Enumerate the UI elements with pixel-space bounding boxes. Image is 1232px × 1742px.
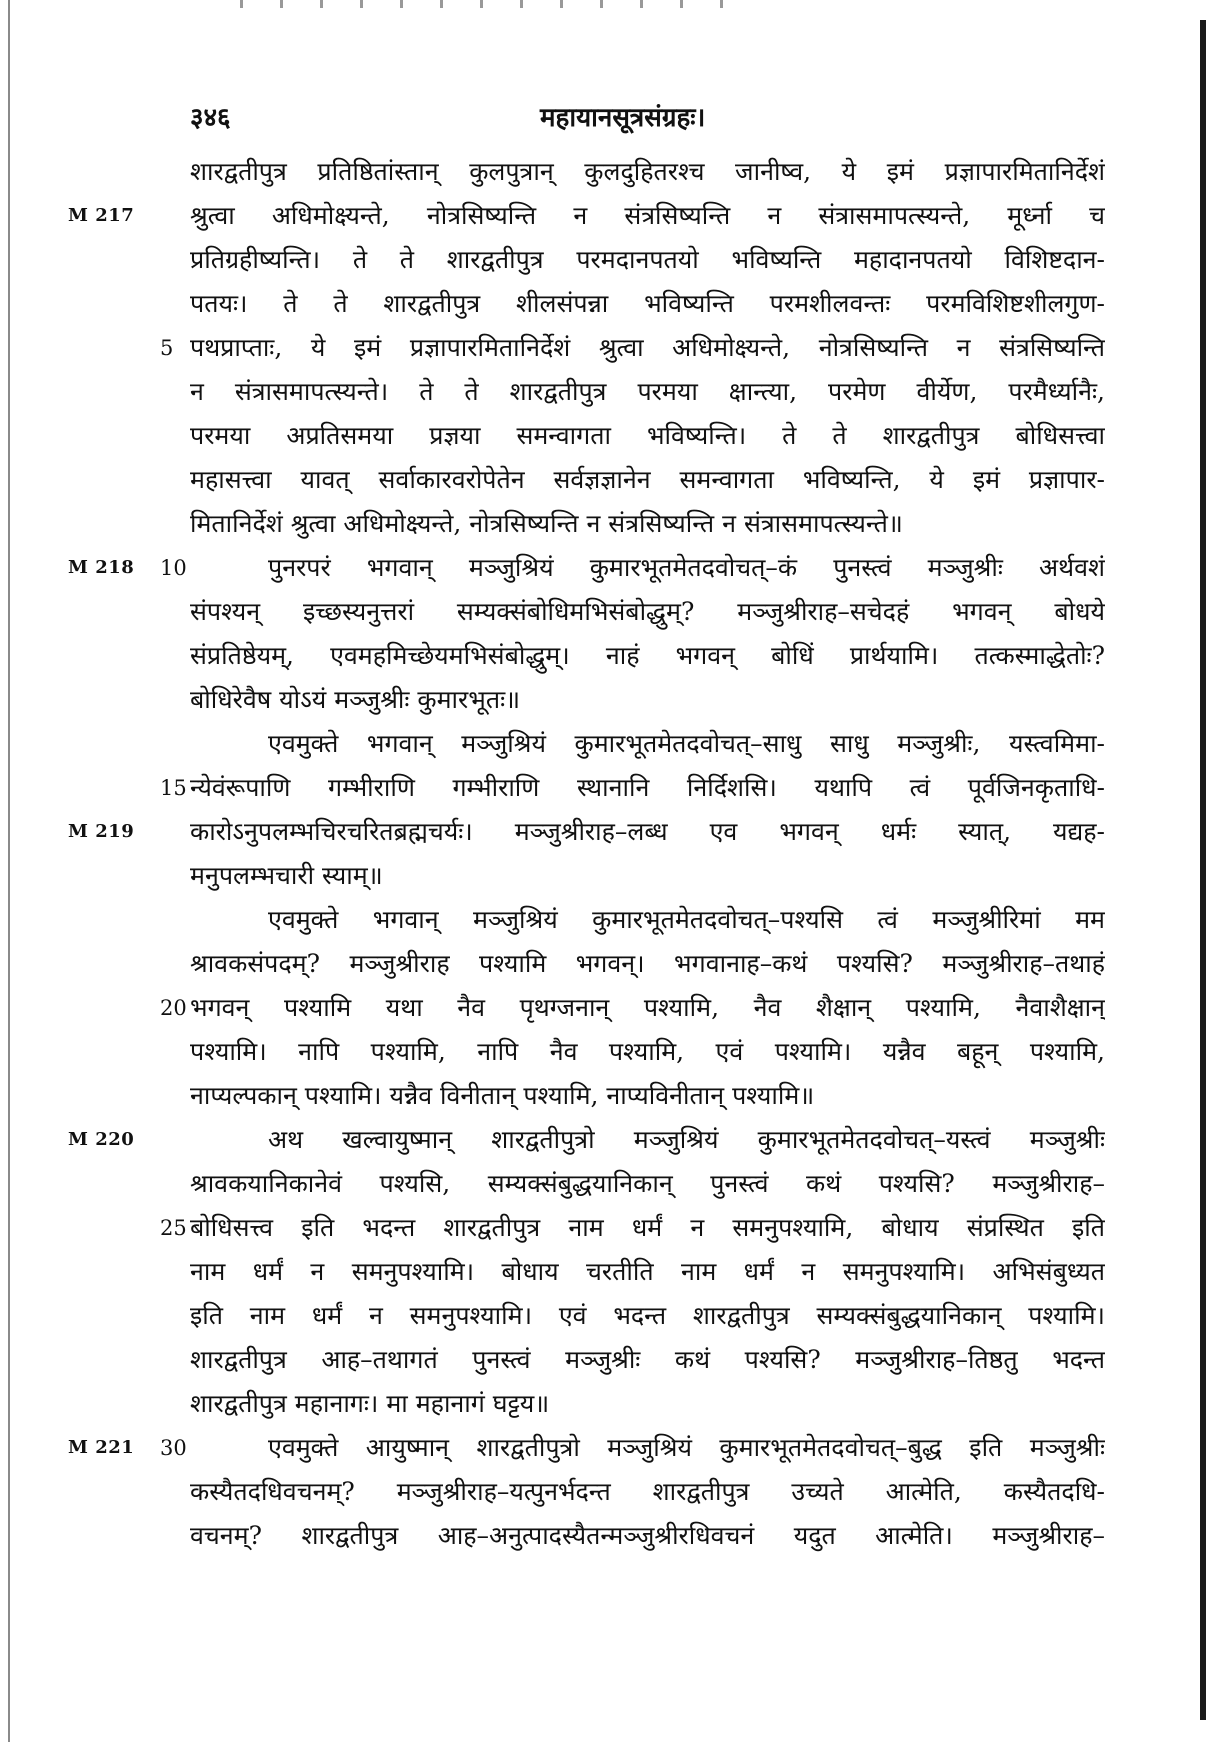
line-number-5: 5: [160, 336, 174, 360]
running-title: महायानसूत्रसंग्रहः।: [540, 103, 706, 133]
line-number-10: 10: [160, 556, 187, 580]
text-line: कारोऽनुपलम्भचिरचरितब्रह्मचर्यः। मञ्जुश्रीराह–लब्ध एव भगवन् धर्मः स्यात्, यद्यह-: [190, 817, 1105, 846]
text-line: प्रतिग्रहीष्यन्ति। ते ते शारद्वतीपुत्र परमदानपतयो भविष्यन्ति महादानपतयो विशिष्टदान-: [190, 245, 1105, 274]
text-line: न संत्रासमापत्स्यन्ते। ते ते शारद्वतीपुत्र परमया क्षान्त्या, परमेण वीर्येण, परमैर्ध्यानैः,: [190, 377, 1105, 406]
scan-right-edge: [1200, 20, 1206, 1720]
text-line: श्रुत्वा अधिमोक्ष्यन्ते, नोत्रसिष्यन्ति न संत्रसिष्यन्ति न संत्रासमापत्स्यन्ते, मूर्ध्ना च: [190, 201, 1105, 230]
text-line: मनुपलम्भचारी स्याम्॥: [190, 861, 383, 890]
line-number-30: 30: [160, 1436, 187, 1460]
margin-ref-m221: M 221: [68, 1437, 135, 1458]
text-line: पतयः। ते ते शारद्वतीपुत्र शीलसंपन्ना भविष्यन्ति परमशीलवन्तः परमविशिष्टशीलगुण-: [190, 289, 1105, 318]
line-number-25: 25: [160, 1216, 187, 1240]
text-line: भगवन् पश्यामि यथा नैव पृथग्जनान् पश्यामि, नैव शैक्षान् पश्यामि, नैवाशैक्षान्: [190, 993, 1105, 1022]
text-line: एवमुक्ते आयुष्मान् शारद्वतीपुत्रो मञ्जुश्रियं कुमारभूतमेतदवोचत्–बुद्ध इति मञ्जुश्रीः: [268, 1433, 1105, 1462]
text-line: शारद्वतीपुत्र आह–तथागतं पुनस्त्वं मञ्जुश्रीः कथं पश्यसि? मञ्जुश्रीराह–तिष्ठतु भदन्त: [190, 1345, 1105, 1374]
text-line: संप्रतिष्ठेयम्, एवमहमिच्छेयमभिसंबोद्धुम्। नाहं भगवन् बोधिं प्रार्थयामि। तत्कस्माद्धेतोः?: [190, 641, 1105, 670]
text-line: मितानिर्देशं श्रुत्वा अधिमोक्ष्यन्ते, नोत्रसिष्यन्ति न संत्रसिष्यन्ति न संत्रासमापत्स्यन्ते॥: [190, 509, 903, 538]
text-line: इति नाम धर्मं न समनुपश्यामि। एवं भदन्त शारद्वतीपुत्र सम्यक्संबुद्धयानिकान् पश्यामि।: [190, 1301, 1105, 1330]
text-line: शारद्वतीपुत्र प्रतिष्ठितांस्तान् कुलपुत्रान् कुलदुहितरश्च जानीष्व, ये इमं प्रज्ञापारमितानिर्देशं: [190, 157, 1105, 186]
text-line: संपश्यन् इच्छस्यनुत्तरां सम्यक्संबोधिमभिसंबोद्धुम्? मञ्जुश्रीराह–सचेदहं भगवन् बोधये: [190, 597, 1105, 626]
page-number: ३४६: [190, 103, 231, 133]
text-line: एवमुक्ते भगवान् मञ्जुश्रियं कुमारभूतमेतदवोचत्–साधु साधु मञ्जुश्रीः, यस्त्वमिमा-: [268, 729, 1105, 758]
text-line: पश्यामि। नापि पश्यामि, नापि नैव पश्यामि, एवं पश्यामि। यन्नैव बहून् पश्यामि,: [190, 1037, 1105, 1066]
text-line: अथ खल्वायुष्मान् शारद्वतीपुत्रो मञ्जुश्रियं कुमारभूतमेतदवोचत्–यस्त्वं मञ्जुश्रीः: [268, 1125, 1105, 1154]
margin-ref-m219: M 219: [68, 821, 135, 842]
line-number-20: 20: [160, 996, 187, 1020]
text-line: एवमुक्ते भगवान् मञ्जुश्रियं कुमारभूतमेतदवोचत्–पश्यसि त्वं मञ्जुश्रीरिमां मम: [268, 905, 1105, 934]
text-line: बोधिरेवैष योऽयं मञ्जुश्रीः कुमारभूतः॥: [190, 685, 521, 714]
text-line: नाप्यल्पकान् पश्यामि। यन्नैव विनीतान् पश्यामि, नाप्यविनीतान् पश्यामि॥: [190, 1081, 815, 1110]
page-header: [0, 98, 1232, 138]
text-line: महासत्त्वा यावत् सर्वाकारवरोपेतेन सर्वज्ञज्ञानेन समन्वागता भविष्यन्ति, ये इमं प्रज्ञापार-: [190, 465, 1105, 494]
text-line: पथप्राप्ताः, ये इमं प्रज्ञापारमितानिर्देशं श्रुत्वा अधिमोक्ष्यन्ते, नोत्रसिष्यन्ति न संत्रसिष्यन्ति: [190, 333, 1105, 362]
text-line: श्रावकयानिकानेवं पश्यसि, सम्यक्संबुद्धयानिकान् पुनस्त्वं कथं पश्यसि? मञ्जुश्रीराह–: [190, 1169, 1105, 1198]
text-line: नाम धर्मं न समनुपश्यामि। बोधाय चरतीति नाम धर्मं न समनुपश्यामि। अभिसंबुध्यत: [190, 1257, 1105, 1286]
margin-ref-m218: M 218: [68, 557, 135, 578]
line-number-15: 15: [160, 776, 187, 800]
text-line: श्रावकसंपदम्? मञ्जुश्रीराह पश्यामि भगवन्। भगवानाह–कथं पश्यसि? मञ्जुश्रीराह–तथाहं: [190, 949, 1105, 978]
text-line: न्येवंरूपाणि गम्भीराणि गम्भीराणि स्थानानि निर्दिशसि। यथापि त्वं पूर्वजिनकृताधि-: [190, 773, 1105, 802]
text-line: शारद्वतीपुत्र महानागः। मा महानागं घट्टय॥: [190, 1389, 550, 1418]
margin-ref-m220: M 220: [68, 1129, 135, 1150]
text-line: परमया अप्रतिसमया प्रज्ञया समन्वागता भविष्यन्ति। ते ते शारद्वतीपुत्र बोधिसत्त्वा: [190, 421, 1105, 450]
scan-left-edge: [8, 0, 10, 1742]
scan-top-marks: [240, 0, 760, 8]
margin-ref-m217: M 217: [68, 205, 135, 226]
text-line: बोधिसत्त्व इति भदन्त शारद्वतीपुत्र नाम धर्मं न समनुपश्यामि, बोधाय संप्रस्थित इति: [190, 1213, 1105, 1242]
text-line: वचनम्? शारद्वतीपुत्र आह–अनुत्पादस्यैतन्मञ्जुश्रीरधिवचनं यदुत आत्मेति। मञ्जुश्रीराह–: [190, 1521, 1105, 1550]
text-line: कस्यैतदधिवचनम्? मञ्जुश्रीराह–यत्पुनर्भदन्त शारद्वतीपुत्र उच्यते आत्मेति, कस्यैतदधि-: [190, 1477, 1105, 1506]
text-line: पुनरपरं भगवान् मञ्जुश्रियं कुमारभूतमेतदवोचत्–कं पुनस्त्वं मञ्जुश्रीः अर्थवशं: [268, 553, 1105, 582]
